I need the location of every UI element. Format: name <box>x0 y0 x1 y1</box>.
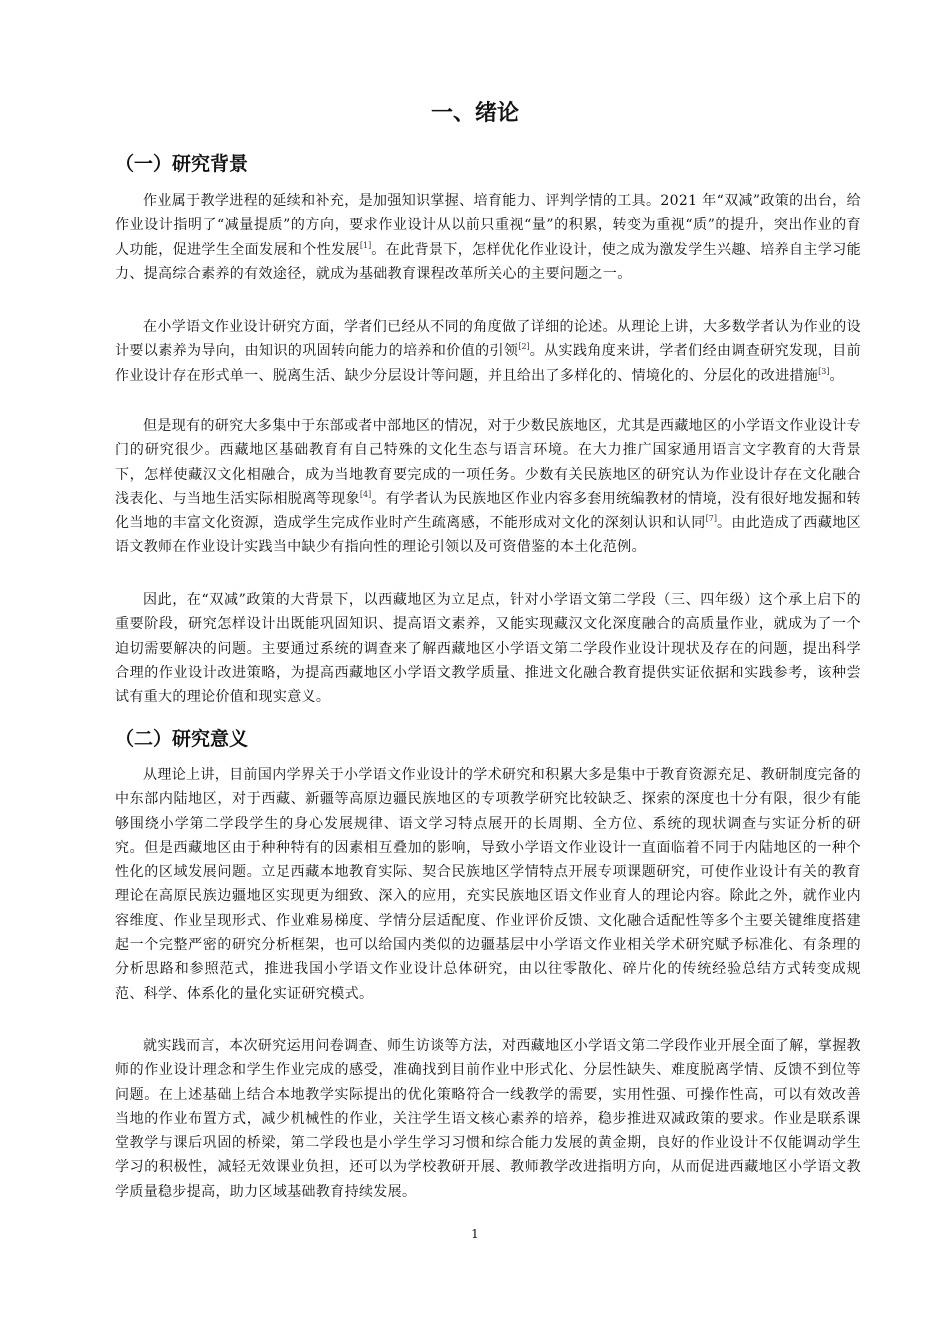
paragraph-background-4 <box>115 588 861 709</box>
paragraph-text: 。从实践角度来讲，学者们经由调查研究发现，目前作业设计存在形式单一、脱离生活、缺少分层设计等问题，并且给出了多样化的、情境化的、分层化的改进措施 <box>115 343 861 384</box>
paragraph-text: 但是现有的研究大多集中于东部或者中部地区的情况，对于少数民族地区，尤其是西藏地区的小学语文作业设计专门的研究很少。西藏地区基础教育有自己特殊的文化生态与语言环境。在大力推广国家通用语言文字教育的大背景下，怎样使藏汉文化相融合，成为当地教育要完成的一项任务。少数有关民族地区的研究认为作业设计存在文化融合浅表化、与当地生活实际相脱离等现象 <box>115 418 861 507</box>
paragraph-text: 。 <box>829 367 844 384</box>
paragraph-text: 。有学者认为民族地区作业内容多套用统编教材的情境，没有很好地发掘和转化当地的丰富文化资源，造成学生完成作业时产生疏离感，不能形成对文化的深刻认识和认同 <box>115 490 861 532</box>
paragraph-background-1 <box>115 189 861 286</box>
section-title-background: （一）研究背景 <box>115 153 249 175</box>
paragraph-text: 从理论上讲，目前国内学界关于小学语文作业设计的学术研究和积累大多是集中于教育资源充足、教研制度完备的中东部内陆地区，对于西藏、新疆等高原边疆民族地区的专项教学研究比较缺乏、探索的深度也十分有限，很少有能够围绕小学第二学段学生的身心发展规律、语文学习特点展开的长周期、全方位、系统的现状调查与实证分析的研究。但是西藏地区由于种种特有的因素相互叠加的影响，导致小学语文作业设计一直面临着不同于内陆地区的一种个性化的区域发展问题。立足西藏本地教育实际、契合民族地区学情特点开展专项课题研究，可使作业设计有关的教育理论在高原民族边疆地区实现更为细致、深入的应用，充实民族地区语文作业育人的理论内容。除此之外，就作业内容维度、作业呈现形式、作业难易梯度、学情分层适配度、作业评价反馈、文化融合适配性等多个主要关键维度搭建起一个完整严密的研究分析框架，也可以给国内类似的边疆基层中小学语文作业相关学术研究赋予标准化、有条理的分析思路和参照范式，推进我国小学语文作业设计总体研究，由以往零散化、碎片化的传统经验总结方式转变成规范、科学、体系化的量化实证研究模式。 <box>115 767 861 1002</box>
section-title-significance: （二）研究意义 <box>115 728 249 750</box>
paragraph-text: 作业属于教学进程的延续和补充，是加强知识掌握、培育能力、评判学情的工具。2021 年“双减”政策的出台，给作业设计指明了“减量提质”的方向，要求作业设计从以前只重视“量”的积累，转变为重视“质”的提升，突出作业的育人功能，促进学生全面发展和个性发展 <box>115 193 861 258</box>
citation-ref: [1] <box>359 240 372 250</box>
paragraph-text: 。由此造成了西藏地区语文教师在作业设计实践当中缺少有指向性的理论引领以及可资借鉴的本土化范例。 <box>115 515 862 556</box>
paragraph-text: 就实践而言，本次研究运用问卷调查、师生访谈等方法，对西藏地区小学语文第二学段作业开展全面了解，掌握教师的作业设计理念和学生作业完成的感受，准确找到目前作业中形式化、分层性缺失、难度脱离学情、反馈不到位等问题。在上述基础上结合本地教学实际提出的优化策略符合一线教学的需要，实用性强、可操作性高，可以有效改善当地的作业布置方式，减少机械性的作业，关注学生语文核心素养的培养，稳步推进双减政策的要求。作业是联系课堂教学与课后巩固的桥梁，第二学段也是小学生学习习惯和综合能力发展的黄金期，良好的作业设计不仅能调动学生学习的积极性，减轻无效课业负担，还可以为学校教研开展、教师教学改进指明方向，从而促进西藏地区小学语文教学质量稳步提高，助力区域基础教育持续发展。 <box>115 1038 861 1200</box>
chapter-title: 一、绪论 <box>430 101 519 126</box>
paragraph-text: 。在此背景下，怎样优化作业设计，使之成为激发学生兴趣、培养自主学习能力、提高综合素养的有效途径，就成为基础教育课程改革所关心的主要问题之一。 <box>115 241 861 282</box>
paragraph-background-3 <box>115 414 861 560</box>
paragraph-significance-1 <box>115 763 861 1006</box>
citation-ref: [3] <box>818 366 830 376</box>
citation-ref: [7] <box>705 514 717 524</box>
citation-ref: [4] <box>359 489 372 499</box>
page-number: 1 <box>471 1227 479 1241</box>
citation-ref: [2] <box>518 342 530 352</box>
paragraph-text: 因此，在“双减”政策的大背景下，以西藏地区为立足点，针对小学语文第二学段（三、四年级）这个承上启下的重要阶段，研究怎样设计出既能巩固知识、提高语文素养，又能实现藏汉文化深度融合的高质量作业，就成为了一个迫切需要解决的问题。主要通过系统的调查来了解西藏地区小学语文第二学段作业设计现状及存在的问题，提出科学合理的作业设计改进策略，为提高西藏地区小学语文教学质量、推进文化融合教育提供实证依据和实践参考，该种尝试有重大的理论价值和现实意义。 <box>115 592 861 706</box>
paragraph-background-2 <box>115 315 861 388</box>
paragraph-text: 在小学语文作业设计研究方面，学者们已经从不同的角度做了详细的论述。从理论上讲，大多数学者认为作业的设计要以素养为导向，由知识的巩固转向能力的培养和价值的引领 <box>115 319 861 360</box>
paragraph-significance-2 <box>115 1034 861 1204</box>
